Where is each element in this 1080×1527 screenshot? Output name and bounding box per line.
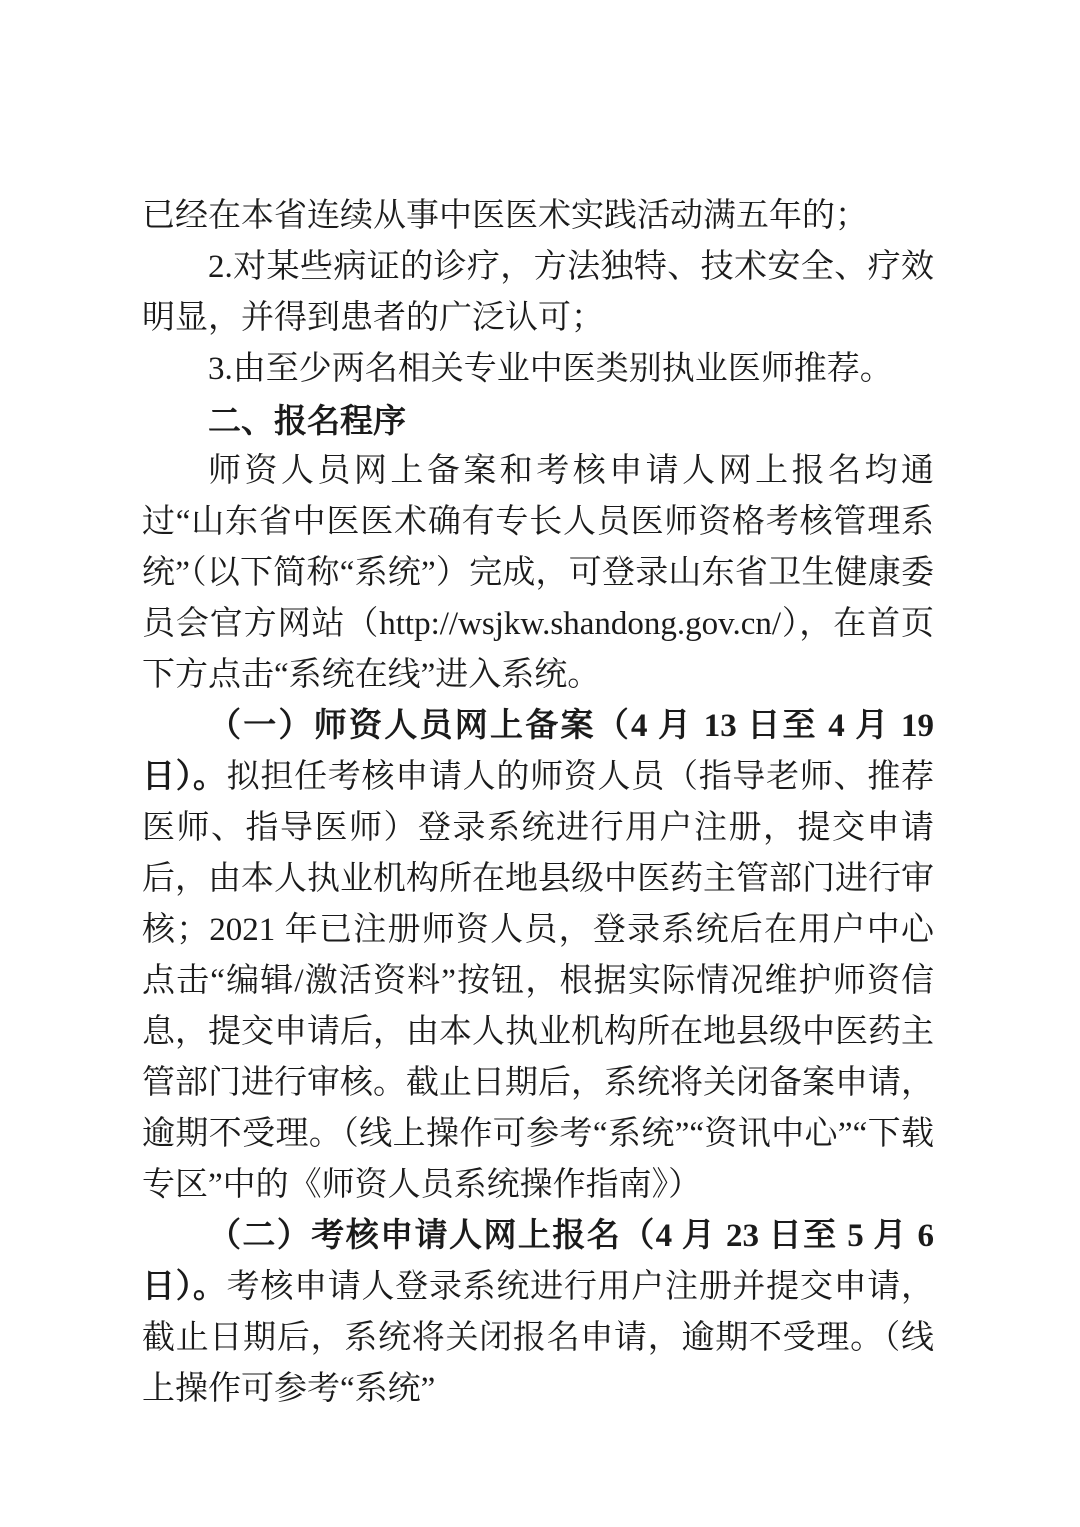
- paragraph-subsection-2: [142, 1211, 934, 1415]
- paragraph-subsection-1: [142, 701, 934, 1211]
- subsection-1-body: 拟担任考核申请人的师资人员（指导老师、推荐医师、指导医师）登录系统进行用户注册，提交申请后，由本人执业机构所在地县级中医药主管部门进行审核；2021 年已注册师资人员，登录系统后在用户中心点击“编辑/激活资料”按钮，根据实际情况维护师资信息，提交申请后，由本人执业机构所在地县级中医药主管部门进行审核。截止日期后，系统将关闭备案申请，逾期不受理。（线上操作可参考“系统”“资讯中心”“下载专区”中的《师资人员系统操作指南》）: [142, 759, 935, 1203]
- subsection-2-heading: （二）考核申请人网上报名（4 月 23 日至 5 月 6 日）。: [142, 1218, 934, 1305]
- section-heading: 二、报名程序: [208, 402, 406, 439]
- document-text-block: [142, 191, 934, 1415]
- paragraph-continuation: 已经在本省连续从事中医医术实践活动满五年的；: [142, 198, 868, 234]
- paragraph-intro: 师资人员网上备案和考核申请人网上报名均通过“山东省中医医术确有专长人员医师资格考核管理系统”（以下简称“系统”）完成，可登录山东省卫生健康委员会官方网站（http://wsjkw.shandong.gov.cn/），在首页下方点击“系统在线”进入系统。: [142, 453, 934, 693]
- list-item-3: 3.由至少两名相关专业中医类别执业医师推荐。: [208, 351, 893, 387]
- subsection-2-body: 考核申请人登录系统进行用户注册并提交申请，截止日期后，系统将关闭报名申请，逾期不受理。（线上操作可参考“系统”: [142, 1269, 935, 1407]
- list-item-2: 2.对某些病证的诊疗，方法独特、技术安全、疗效明显，并得到患者的广泛认可；: [142, 249, 934, 336]
- subsection-1-heading: （一）师资人员网上备案（4 月 13 日至 4 月 19 日）。: [142, 708, 934, 795]
